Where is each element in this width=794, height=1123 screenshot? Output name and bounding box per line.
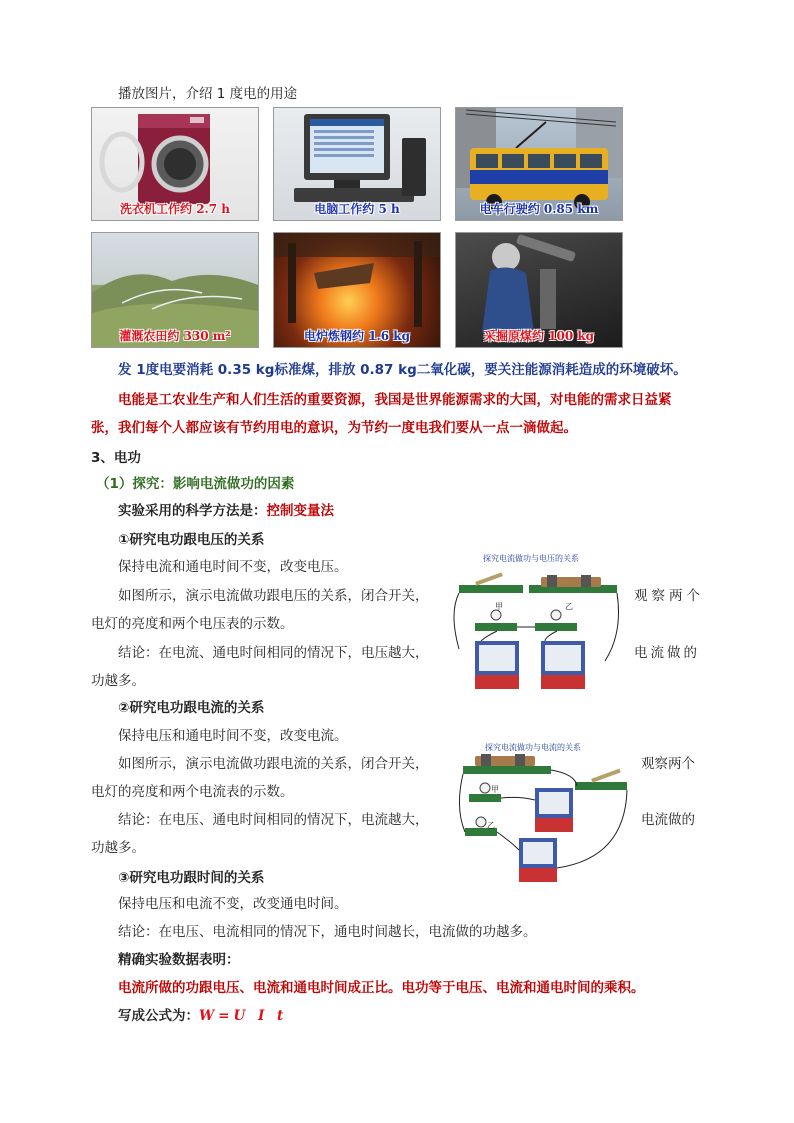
part2-line3: 电灯的亮度和两个电流表的示数。	[91, 784, 294, 800]
diagram-current	[455, 738, 633, 884]
proportional-statement: 电流所做的功跟电压、电流和通电时间成正比。电功等于电压、电流和通电时间的乘积。	[118, 980, 645, 996]
part3-heading: ③研究电功跟时间的关系	[118, 870, 265, 886]
lamp-label-b: 乙	[565, 602, 573, 611]
energy-note: 发 1度电要消耗 0.35 kg标准煤，排放 0.87 kg二氧化碳，要关注能源消耗造成的环境破坏。	[118, 362, 687, 378]
photo-caption: 洗衣机工作约 2.7 h	[120, 202, 230, 216]
diagram-voltage	[445, 553, 623, 695]
photo-caption: 电车行驶约 0.85 km	[479, 202, 599, 216]
lamp-label-a: 甲	[491, 785, 499, 794]
part1-line2: 如图所示，演示电流做功跟电压的关系，闭合开关，	[118, 588, 429, 604]
photo-caption: 采掘原煤约 100 kg	[483, 329, 595, 343]
part2-line5: 功越多。	[91, 840, 145, 856]
method-label: 实验采用的科学方法是：	[118, 503, 267, 519]
circuit-voltage-icon	[445, 553, 623, 695]
circuit-current-icon	[455, 738, 633, 884]
importance-line-2: 张，我们每个人都应该有节约用电的意识，为节约一度电我们要从一点一滴做起。	[91, 420, 577, 436]
photo-caption: 电脑工作约 5 h	[314, 202, 400, 216]
part1-line1: 保持电流和通电时间不变，改变电压。	[118, 559, 348, 575]
part1-line2-tail: 观察两个	[634, 588, 704, 604]
method-line	[118, 501, 334, 521]
part1-line4-tail: 电流做的	[634, 645, 700, 661]
formula: W=U I t	[199, 1008, 288, 1024]
explore-title: （1）探究：影响电流做功的因素	[96, 476, 295, 492]
part2-line1: 保持电压和通电时间不变，改变电流。	[118, 728, 348, 744]
photo-computer	[273, 107, 441, 221]
photo-irrigation	[91, 232, 259, 348]
photo-caption: 灌溉农田约 330 m²	[119, 329, 231, 343]
part3-line1: 保持电压和电流不变，改变通电时间。	[118, 896, 348, 912]
photo-washing-machine	[91, 107, 259, 221]
part2-line2-tail: 观察两个	[641, 756, 695, 772]
lamp-label-a: 甲	[495, 602, 503, 611]
precise-label: 精确实验数据表明：	[118, 952, 240, 968]
photo-caption: 电炉炼钢约 1.6 kg	[304, 329, 410, 343]
photo-steel-furnace	[273, 232, 441, 348]
importance-line-1: 电能是工农业生产和人们生活的重要资源，我国是世界能源需求的大国，对电能的需求日益紧	[118, 392, 672, 408]
photo-trolleybus	[455, 107, 623, 221]
part2-line4: 结论：在电压、通电时间相同的情况下，电流越大，	[118, 812, 429, 828]
part1-line5: 功越多。	[91, 673, 145, 689]
diagram-title: 探究电流做功与电压的关系	[483, 554, 579, 563]
part2-line4-tail: 电流做的	[641, 812, 695, 828]
method-value: 控制变量法	[266, 503, 334, 519]
formula-label: 写成公式为：	[118, 1008, 199, 1024]
part1-line4: 结论：在电流、通电时间相同的情况下，电压越大，	[118, 645, 429, 661]
part1-line3: 电灯的亮度和两个电压表的示数。	[91, 616, 294, 632]
section-title: 3、电功	[91, 450, 141, 466]
intro-text: 播放图片，介绍 1 度电的用途	[118, 86, 298, 102]
photo-coal-mining	[455, 232, 623, 348]
lamp-label-b: 乙	[487, 821, 495, 830]
part3-line2: 结论：在电压、电流相同的情况下，通电时间越长，电流做的功越多。	[118, 924, 537, 940]
part1-heading: ①研究电功跟电压的关系	[118, 532, 265, 548]
part2-heading: ②研究电功跟电流的关系	[118, 700, 265, 716]
part2-line2: 如图所示，演示电流做功跟电流的关系，闭合开关，	[118, 756, 429, 772]
diagram-title: 探究电流做功与电流的关系	[485, 743, 581, 752]
formula-line	[118, 1006, 287, 1026]
